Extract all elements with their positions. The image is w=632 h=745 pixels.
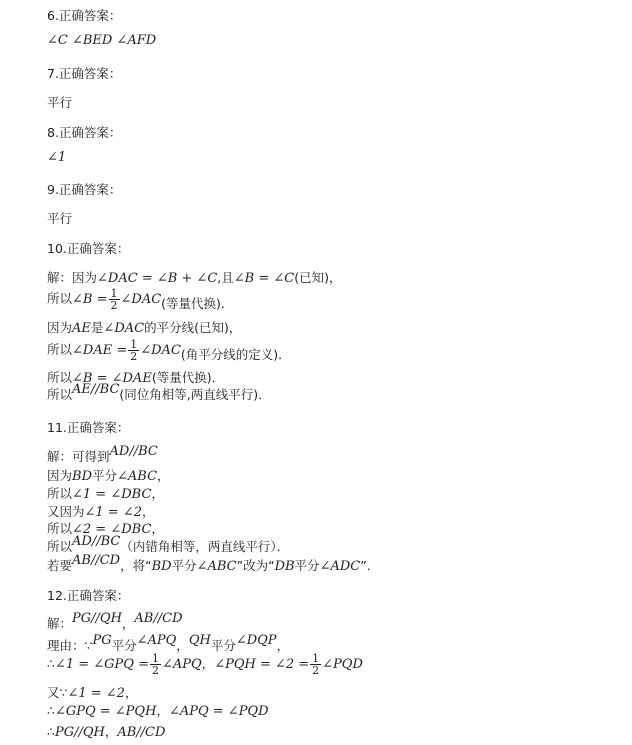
q11-line-7: 若要AB//CD，将“BD平分∠ABC”改为“DB平分∠ADC”． [47, 553, 380, 574]
q7-answer: 平行 [47, 95, 73, 110]
q11-line-1: 解：可得到AD//BC [47, 444, 158, 464]
q9-header: 9.正确答案： [47, 182, 122, 197]
q12-header: 12.正确答案： [47, 588, 130, 603]
q10-line-1: 解：因为∠DAC = ∠B + ∠C,且∠B = ∠C(已知)， [47, 270, 342, 286]
q7-header: 7.正确答案： [47, 66, 122, 81]
q10-line-4: 所以∠DAE = $\frac{1}{2}$ ∠DAC(角平分线的定义)． [47, 338, 291, 363]
q10-line-5: 所以∠B = ∠DAE(等量代换)． [47, 370, 225, 386]
q11-line-6: 所以AD//BC（内错角相等，两直线平行）． [47, 534, 290, 554]
fraction-half: $\frac{1}{2}$ [130, 338, 138, 363]
q10-line-2: 所以∠B = $\frac{1}{2}$ ∠DAC(等量代换)． [47, 287, 234, 312]
fraction-half: $\frac{1}{2}$ [151, 652, 159, 677]
q10-header: 10.正确答案： [47, 241, 130, 256]
q11-line-2: 因为BD平分∠ABC， [47, 468, 170, 484]
q12-line-1: 解：PG//QH，AB//CD [47, 611, 183, 631]
q12-line-6: ∴PG//QH，AB//CD [47, 724, 166, 740]
q10-line-3: 因为AE是∠DAC的平分线(已知)， [47, 320, 242, 336]
q10-line-6: 所以AE//BC(同位角相等,两直线平行)． [47, 382, 271, 402]
fraction-half: $\frac{1}{2}$ [312, 652, 320, 677]
q11-line-3: 所以∠1 = ∠DBC， [47, 486, 164, 502]
q12-line-4: 又∵∠1 = ∠2， [47, 685, 138, 701]
q9-answer: 平行 [47, 211, 73, 226]
q8-header: 8.正确答案： [47, 125, 122, 140]
q6-answer: ∠C ∠BED ∠AFD [47, 33, 157, 48]
q12-line-5: ∴∠GPQ = ∠PQH，∠APQ = ∠PQD [47, 703, 269, 719]
q11-header: 11.正确答案： [47, 420, 130, 435]
q12-line-2: 理由：∵PG平分∠APQ，QH平分∠DQP， [47, 633, 290, 653]
q11-line-4: 又因为∠1 = ∠2， [47, 504, 155, 520]
q11-line-5: 所以∠2 = ∠DBC， [47, 521, 164, 537]
q8-answer: ∠1 [47, 150, 67, 165]
q6-header: 6.正确答案： [47, 8, 122, 23]
q12-line-3: ∴∠1 = ∠GPQ = $\frac{1}{2}$ ∠APQ，∠PQH = ∠2 = $\frac{1}{2}$ ∠PQD [47, 652, 363, 677]
fraction-half: $\frac{1}{2}$ [110, 287, 118, 312]
